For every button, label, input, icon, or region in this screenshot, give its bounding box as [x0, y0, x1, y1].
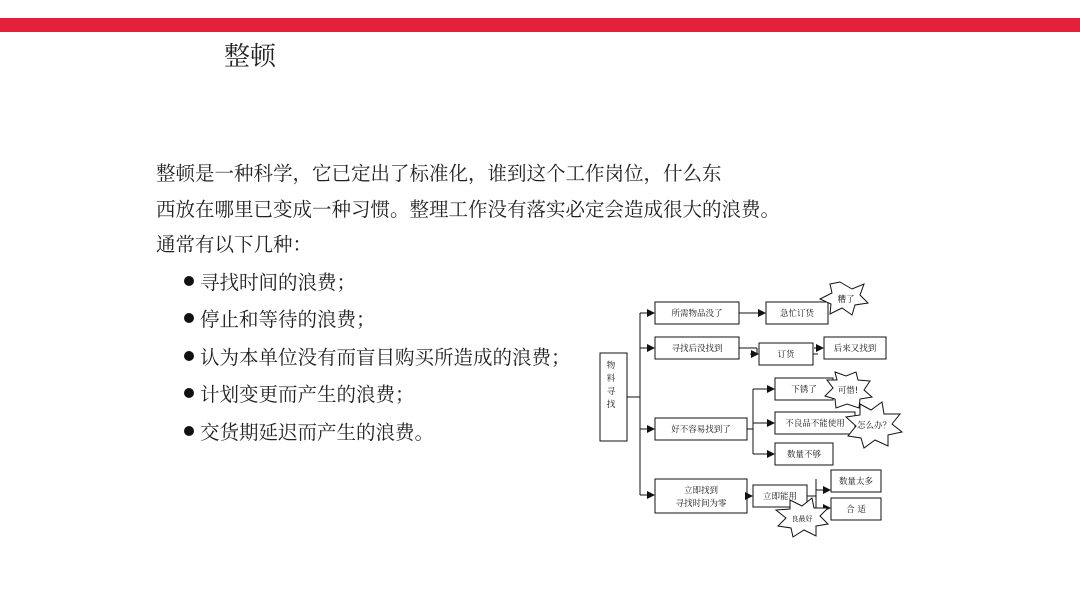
paragraph-line-2: 西放在哪里已变成一种习惯。整理工作没有落实必定会造成很大的浪费。: [156, 198, 781, 221]
list-item: [184, 337, 571, 375]
list-item-label: 寻找时间的浪费；: [200, 270, 357, 294]
node-n2-label: 寻找后没找到: [671, 344, 723, 354]
list-item-label: 计划变更而产生的浪费；: [200, 383, 415, 407]
burst-1-label: 糟了: [837, 295, 855, 305]
burst-2-label: 可惜!: [837, 386, 859, 396]
bullet-icon: [184, 351, 194, 361]
burst-4-label: 良最好: [791, 515, 813, 523]
list-item-label: 停止和等待的浪费；: [200, 308, 376, 332]
node-n4a-label: 立即能用: [762, 492, 798, 502]
list-item: [184, 412, 571, 450]
node-n3-label: 好不容易找到了: [671, 425, 731, 435]
list-item: [184, 262, 571, 300]
burst-3-label: 怎么办？: [856, 421, 892, 431]
list-item-label: 认为本单位没有而盲目购买所造成的浪费；: [200, 345, 571, 369]
root-char-2: 料: [606, 374, 616, 384]
node-n4c-label: 合 适: [846, 505, 866, 515]
material-search-flowchart: [590, 278, 910, 548]
paragraph-line-3: 通常有以下几种：: [156, 233, 313, 256]
node-n2b-label: 后来又找到: [833, 344, 877, 354]
node-n4-label-line2: 寻找时间为零: [675, 499, 727, 509]
root-char-1: 物: [606, 361, 616, 371]
list-item-label: 交货期延迟而产生的浪费。: [200, 420, 435, 444]
node-n1-label: 所需物品没了: [671, 309, 723, 319]
node-n3a-label: 下锈了: [791, 385, 817, 395]
node-n3c-label: 数量不够: [786, 450, 822, 460]
bullet-icon: [184, 388, 194, 398]
bullet-icon: [184, 313, 194, 323]
node-n2a-label: 订货: [777, 350, 795, 360]
top-accent-bar: [0, 18, 1080, 32]
node-n4-label-line1: 立即找到: [683, 486, 719, 496]
bullet-icon: [184, 276, 194, 286]
waste-list: [184, 262, 571, 450]
page-title: 整顿: [224, 42, 277, 72]
bullet-icon: [184, 426, 194, 436]
node-n1a-label: 急忙订货: [779, 309, 815, 319]
list-item: [184, 300, 571, 338]
root-char-4: 找: [606, 400, 616, 410]
list-item: [184, 375, 571, 413]
node-n3b-label: 不良品不能使用: [785, 419, 845, 429]
node-n4b-label: 数量太多: [838, 477, 874, 487]
root-char-3: 寻: [606, 387, 616, 397]
paragraph-line-1: 整顿是一种科学，它已定出了标准化，谁到这个工作岗位，什么东: [156, 162, 722, 185]
